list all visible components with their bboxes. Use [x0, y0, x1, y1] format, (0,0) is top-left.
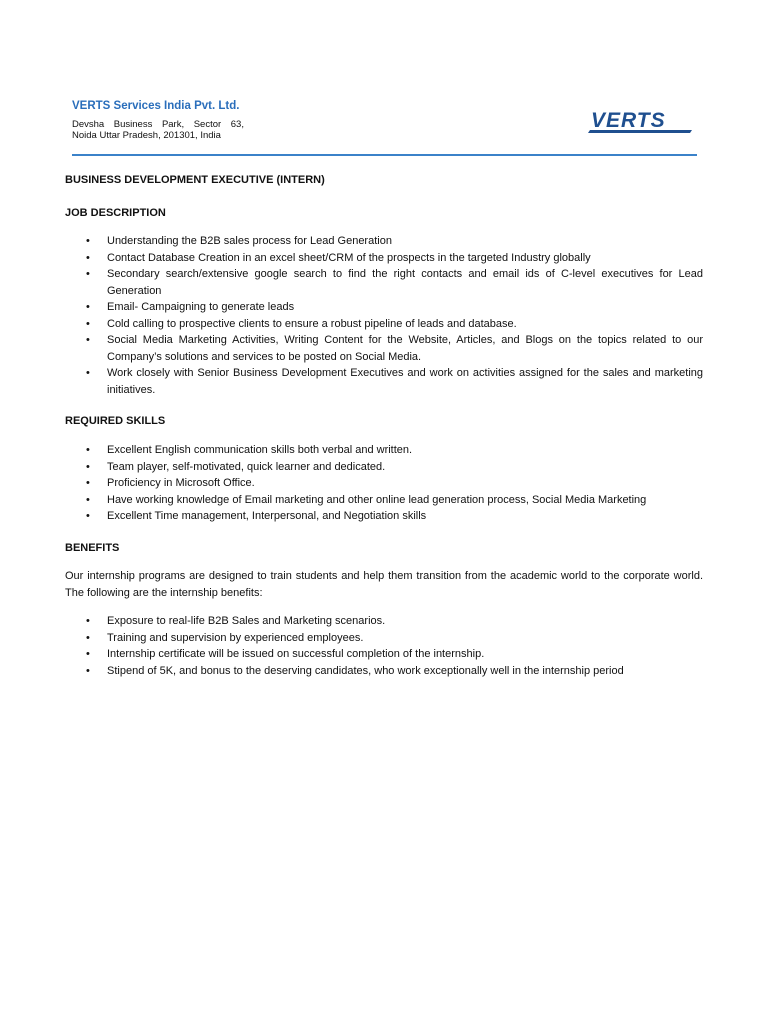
bullet-icon: •	[86, 615, 90, 627]
list-item: • Understanding the B2B sales process for Lead Generation	[65, 233, 703, 250]
list-item: • Contact Database Creation in an excel sheet/CRM of the prospects in the targeted Industry globally	[65, 250, 703, 267]
bullet-icon: •	[86, 648, 90, 660]
required-skills-heading: REQUIRED SKILLS	[65, 415, 166, 427]
header-divider	[72, 154, 697, 156]
logo-wordmark: VERTS	[591, 109, 666, 132]
job-description-list	[65, 233, 703, 398]
bullet-icon: •	[86, 477, 90, 489]
required-skills-list	[65, 442, 703, 525]
benefits-list	[65, 613, 703, 679]
bullet-icon: •	[86, 268, 90, 280]
list-item: • Secondary search/extensive google search to find the right contacts and email ids of C-level executives for Lead Generation	[86, 268, 703, 297]
company-name: VERTS Services India Pvt. Ltd.	[72, 100, 240, 112]
benefits-heading: BENEFITS	[65, 542, 120, 554]
list-item: • Excellent English communication skills both verbal and written.	[65, 442, 703, 459]
bullet-icon: •	[86, 631, 90, 644]
list-item: • Exposure to real-life B2B Sales and Marketing scenarios.	[65, 613, 703, 630]
address-word: Devsha	[72, 119, 105, 130]
list-item: • Work closely with Senior Business Development Executives and work on activities assigned for the sales and marketing initiatives.	[86, 367, 703, 396]
address-line-1	[72, 119, 244, 130]
job-description-heading: JOB DESCRIPTION	[65, 207, 166, 219]
verts-logo	[588, 106, 696, 134]
bullet-icon: •	[86, 510, 90, 522]
address-word: Sector	[193, 119, 222, 130]
bullet-icon: •	[86, 317, 90, 330]
bullet-icon: •	[86, 664, 90, 677]
list-item: • Stipend of 5K, and bonus to the deserving candidates, who work exceptionally well in the internship period	[65, 663, 703, 680]
address-word: Park,	[161, 119, 185, 130]
list-item: • Email- Campaigning to generate leads	[65, 299, 703, 316]
list-item: • Proficiency in Microsoft Office.	[65, 475, 703, 492]
list-item: • Have working knowledge of Email marketing and other online lead generation process, Social Media Marketing	[65, 492, 703, 509]
letterhead	[72, 100, 696, 156]
list-item: • Team player, self-motivated, quick learner and dedicated.	[65, 459, 703, 476]
document-title: BUSINESS DEVELOPMENT EXECUTIVE (INTERN)	[65, 174, 325, 186]
list-item: • Social Media Marketing Activities, Writing Content for the Website, Articles, and Blogs on the topics related to our Company’s solutions and services to be posted on Social Media.	[86, 334, 703, 363]
benefits-intro: Our internship programs are designed to train students and help them transition from the academic world to the corporate world. The following are the internship benefits:	[65, 570, 703, 599]
bullet-icon: •	[86, 444, 90, 456]
bullet-icon: •	[86, 334, 90, 346]
bullet-icon: •	[86, 460, 90, 473]
list-item: • Internship certificate will be issued on successful completion of the internship.	[65, 646, 703, 663]
bullet-icon: •	[86, 235, 90, 247]
bullet-icon: •	[86, 367, 90, 379]
bullet-icon: •	[86, 301, 90, 313]
list-item: • Excellent Time management, Interpersonal, and Negotiation skills	[65, 508, 703, 525]
list-item: • Training and supervision by experienced employees.	[65, 630, 703, 647]
address-line-2: Noida Uttar Pradesh, 201301, India	[72, 130, 221, 141]
address-word: Business	[113, 119, 153, 130]
bullet-icon: •	[86, 251, 90, 264]
address-word: 63,	[230, 119, 244, 130]
bullet-icon: •	[86, 493, 90, 506]
list-item: • Cold calling to prospective clients to ensure a robust pipeline of leads and database.	[65, 316, 703, 333]
